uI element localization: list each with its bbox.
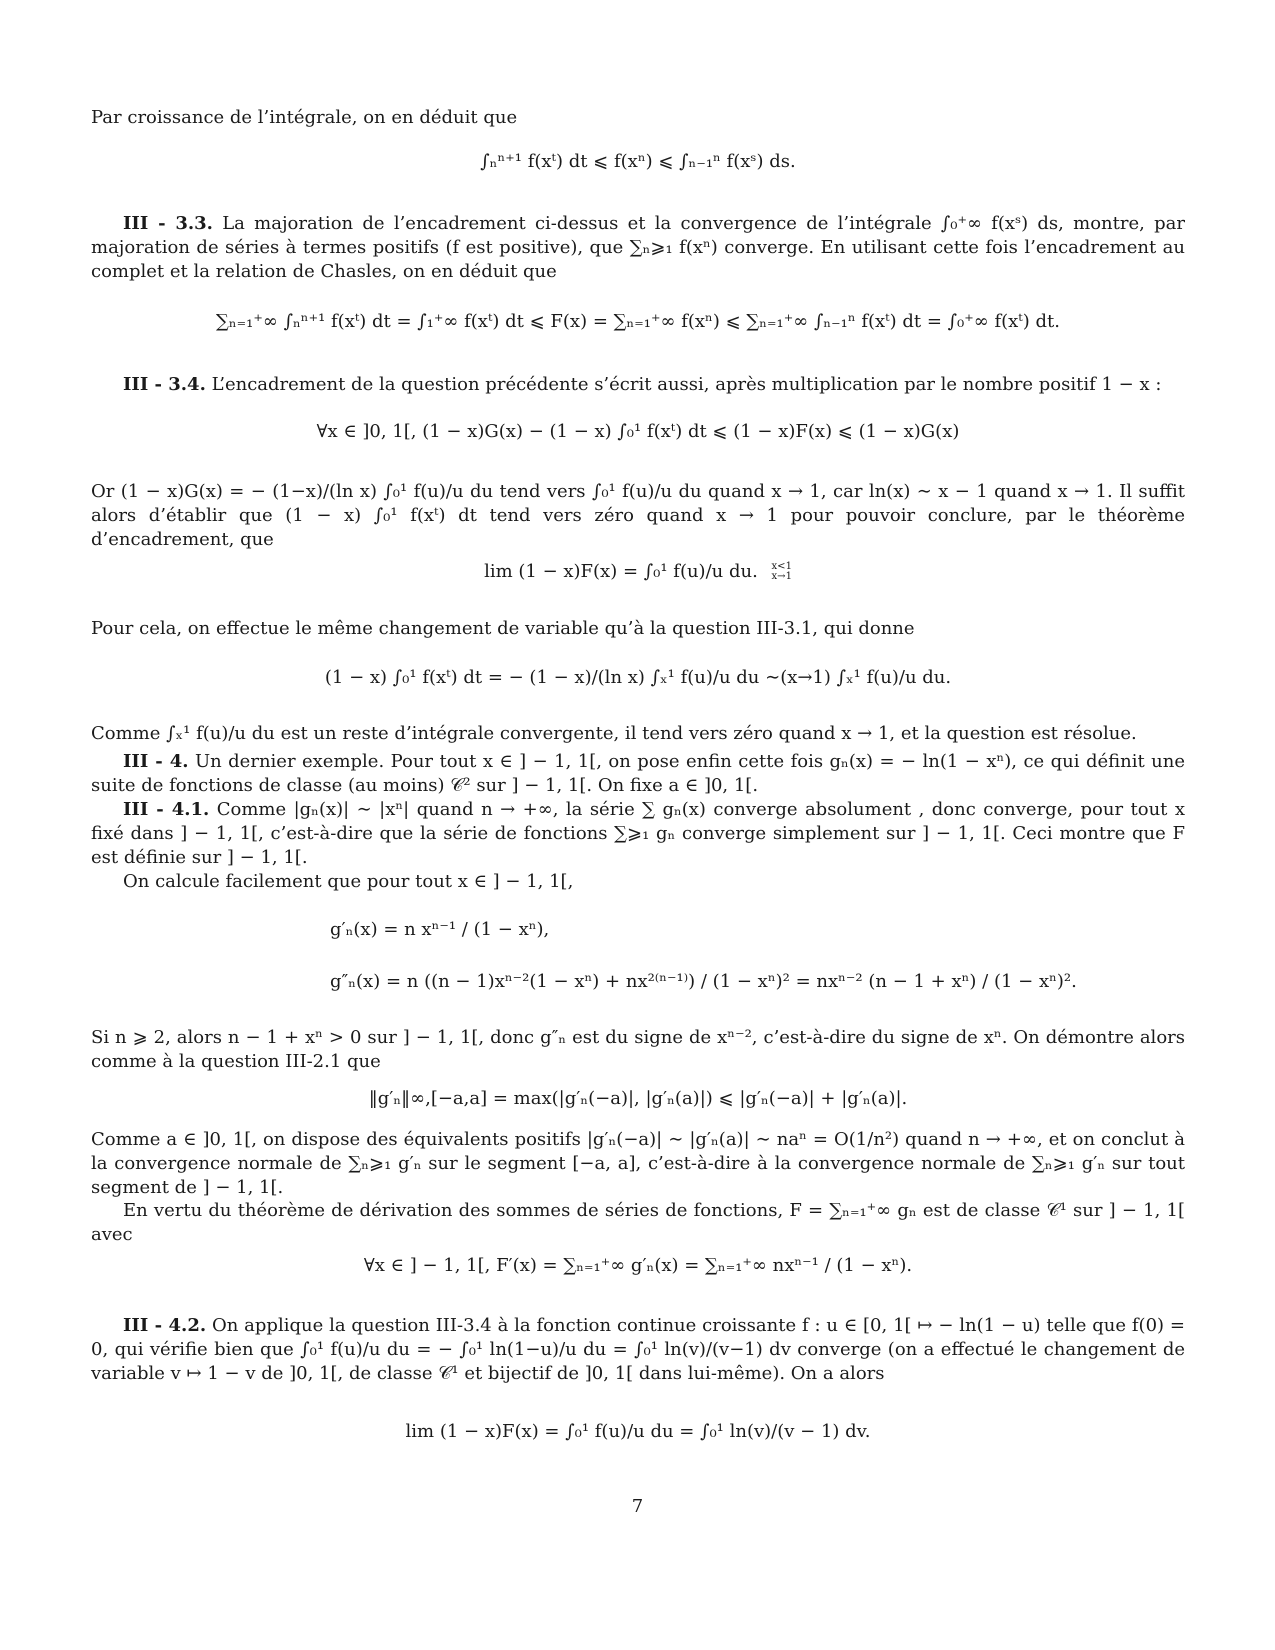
paragraph-iii-3-3 [91, 212, 1185, 284]
paragraph-calcul: On calcule facilement que pour tout x ∈ ] − 1, 1[, [123, 871, 574, 892]
equation-4 [91, 560, 1185, 584]
paragraph-iii-4-1-text: Comme |gₙ(x)| ∼ |xⁿ| quand n → +∞, la série ∑ gₙ(x) converge absolument , donc converge, pour tout x fixé dans ] − 1, 1[, c’est-à-dire que la série de fonctions ∑⩾₁ gₙ converge simplement sur ] − 1, 1[. Ceci montre que F est définie sur ] − 1, 1[. [91, 799, 1185, 868]
equation-9-text: lim (1 − x)F(x) = ∫₀¹ f(u)/u du = ∫₀¹ ln(v)/(v − 1) dv. [405, 1421, 871, 1442]
page-number: 7 [631, 1496, 644, 1517]
equation-9 [91, 1420, 1185, 1444]
paragraph-iii-4-2 [91, 1314, 1185, 1386]
equation-6b: g″ₙ(x) = n ((n − 1)xⁿ⁻²(1 − xⁿ) + nx²⁽ⁿ⁻¹⁾) / (1 − xⁿ)² = nxⁿ⁻² (n − 1 + xⁿ) / (1 − xⁿ)². [330, 971, 1077, 992]
paragraph-encadrement: Or (1 − x)G(x) = − (1−x)/(ln x) ∫₀¹ f(u)/u du tend vers ∫₀¹ f(u)/u du quand x → 1, car ln(x) ∼ x − 1 quand x → 1. Il suffit alors d’établir que (1 − x) ∫₀¹ f(xᵗ) dt tend vers zéro quand x → 1 pour pouvoir conclure, par le théorème d’encadrement, que [91, 481, 1185, 550]
equation-2: ∑ₙ₌₁⁺∞ ∫ₙⁿ⁺¹ f(xᵗ) dt = ∫₁⁺∞ f(xᵗ) dt ⩽ F(x) = ∑ₙ₌₁⁺∞ f(xⁿ) ⩽ ∑ₙ₌₁⁺∞ ∫ₙ₋₁ⁿ f(xᵗ) dt = ∫₀⁺∞ f(xᵗ) dt. [216, 311, 1060, 332]
paragraph-iii-4-2-text: On applique la question III-3.4 à la fonction continue croissante f : u ∈ [0, 1[ ↦ − ln(1 − u) telle que f(0) = 0, qui vérifie bien que ∫₀¹ f(u)/u du = − ∫₀¹ ln(1−u)/u du = ∫₀¹ ln(v)/(v−1) dv converge (on a effectué le changement de variable v ↦ 1 − v de ]0, 1[, de classe 𝒞¹ et bijectif de ]0, 1[ dans lui-même). On a alors [91, 1315, 1185, 1384]
limit-subscript-line-2: x→1 [771, 571, 792, 582]
equation-7: ‖g′ₙ‖∞,[−a,a] = max(|g′ₙ(−a)|, |g′ₙ(a)|) ⩽ |g′ₙ(−a)| + |g′ₙ(a)|. [368, 1088, 908, 1109]
section-heading-iii-3-4: III - 3.4. [123, 374, 206, 395]
paragraph-iii-3-4-text: L’encadrement de la question précédente s’écrit aussi, après multiplication par le nombre positif 1 − x : [211, 374, 1162, 395]
paragraph-signe: Si n ⩾ 2, alors n − 1 + xⁿ > 0 sur ] − 1, 1[, donc g″ₙ est du signe de xⁿ⁻², c’est-à-dire du signe de xⁿ. On démontre alors comme à la question III-2.1 que [91, 1027, 1185, 1072]
section-heading-iii-4-1: III - 4.1. [123, 799, 210, 820]
limit-subscript-line-1: x<1 [771, 561, 792, 572]
limit-subscript [772, 562, 792, 582]
paragraph-iii-4-text: Un dernier exemple. Pour tout x ∈ ] − 1, 1[, on pose enfin cette fois gₙ(x) = − ln(1 − xⁿ), ce qui définit une suite de fonctions de classe (au moins) 𝒞² sur ] − 1, 1[. On fixe a ∈ ]0, 1[. [91, 751, 1185, 796]
equation-6a: g′ₙ(x) = n xⁿ⁻¹ / (1 − xⁿ), [330, 919, 550, 940]
paragraph-reste: Comme ∫ₓ¹ f(u)/u du est un reste d’intégrale convergente, il tend vers zéro quand x → 1, et la question est résolue. [91, 723, 1137, 744]
section-heading-iii-4-2: III - 4.2. [123, 1315, 207, 1336]
paragraph-iii-3-4 [91, 373, 1185, 397]
paragraph-intro: Par croissance de l’intégrale, on en déduit que [91, 107, 518, 128]
equation-8: ∀x ∈ ] − 1, 1[, F′(x) = ∑ₙ₌₁⁺∞ g′ₙ(x) = ∑ₙ₌₁⁺∞ nxⁿ⁻¹ / (1 − xⁿ). [363, 1255, 913, 1276]
equation-1: ∫ₙⁿ⁺¹ f(xᵗ) dt ⩽ f(xⁿ) ⩽ ∫ₙ₋₁ⁿ f(xˢ) ds. [480, 151, 796, 172]
paragraph-derivation: En vertu du théorème de dérivation des sommes de séries de fonctions, F = ∑ₙ₌₁⁺∞ gₙ est de classe 𝒞¹ sur ] − 1, 1[ avec [91, 1200, 1185, 1245]
equation-4-text: lim (1 − x)F(x) = ∫₀¹ f(u)/u du. [484, 561, 758, 582]
paragraph-iii-3-3-text: La majoration de l’encadrement ci-dessus et la convergence de l’intégrale ∫₀⁺∞ f(xˢ) ds, montre, par majoration de séries à termes positifs (f est positive), que ∑ₙ⩾₁ f(xⁿ) converge. En utilisant cette fois l’encadrement au complet et la relation de Chasles, on en déduit que [91, 213, 1185, 282]
section-heading-iii-4: III - 4. [123, 751, 189, 772]
equation-3: ∀x ∈ ]0, 1[, (1 − x)G(x) − (1 − x) ∫₀¹ f(xᵗ) dt ⩽ (1 − x)F(x) ⩽ (1 − x)G(x) [316, 421, 960, 442]
paragraph-changement-variable: Pour cela, on effectue le même changement de variable qu’à la question III-3.1, qui donne [91, 618, 915, 639]
paragraph-iii-4 [91, 750, 1185, 798]
paragraph-convergence-normale: Comme a ∈ ]0, 1[, on dispose des équivalents positifs |g′ₙ(−a)| ∼ |g′ₙ(a)| ∼ naⁿ = O(1/n²) quand n → +∞, et on conclut à la convergence normale de ∑ₙ⩾₁ g′ₙ sur le segment [−a, a], c’est-à-dire à la convergence normale de ∑ₙ⩾₁ g′ₙ sur tout segment de ] − 1, 1[. [91, 1129, 1185, 1198]
equation-5: (1 − x) ∫₀¹ f(xᵗ) dt = − (1 − x)/(ln x) ∫ₓ¹ f(u)/u du ∼(x→1) ∫ₓ¹ f(u)/u du. [324, 667, 952, 688]
section-heading-iii-3-3: III - 3.3. [123, 213, 213, 234]
paragraph-iii-4-1 [91, 798, 1185, 870]
